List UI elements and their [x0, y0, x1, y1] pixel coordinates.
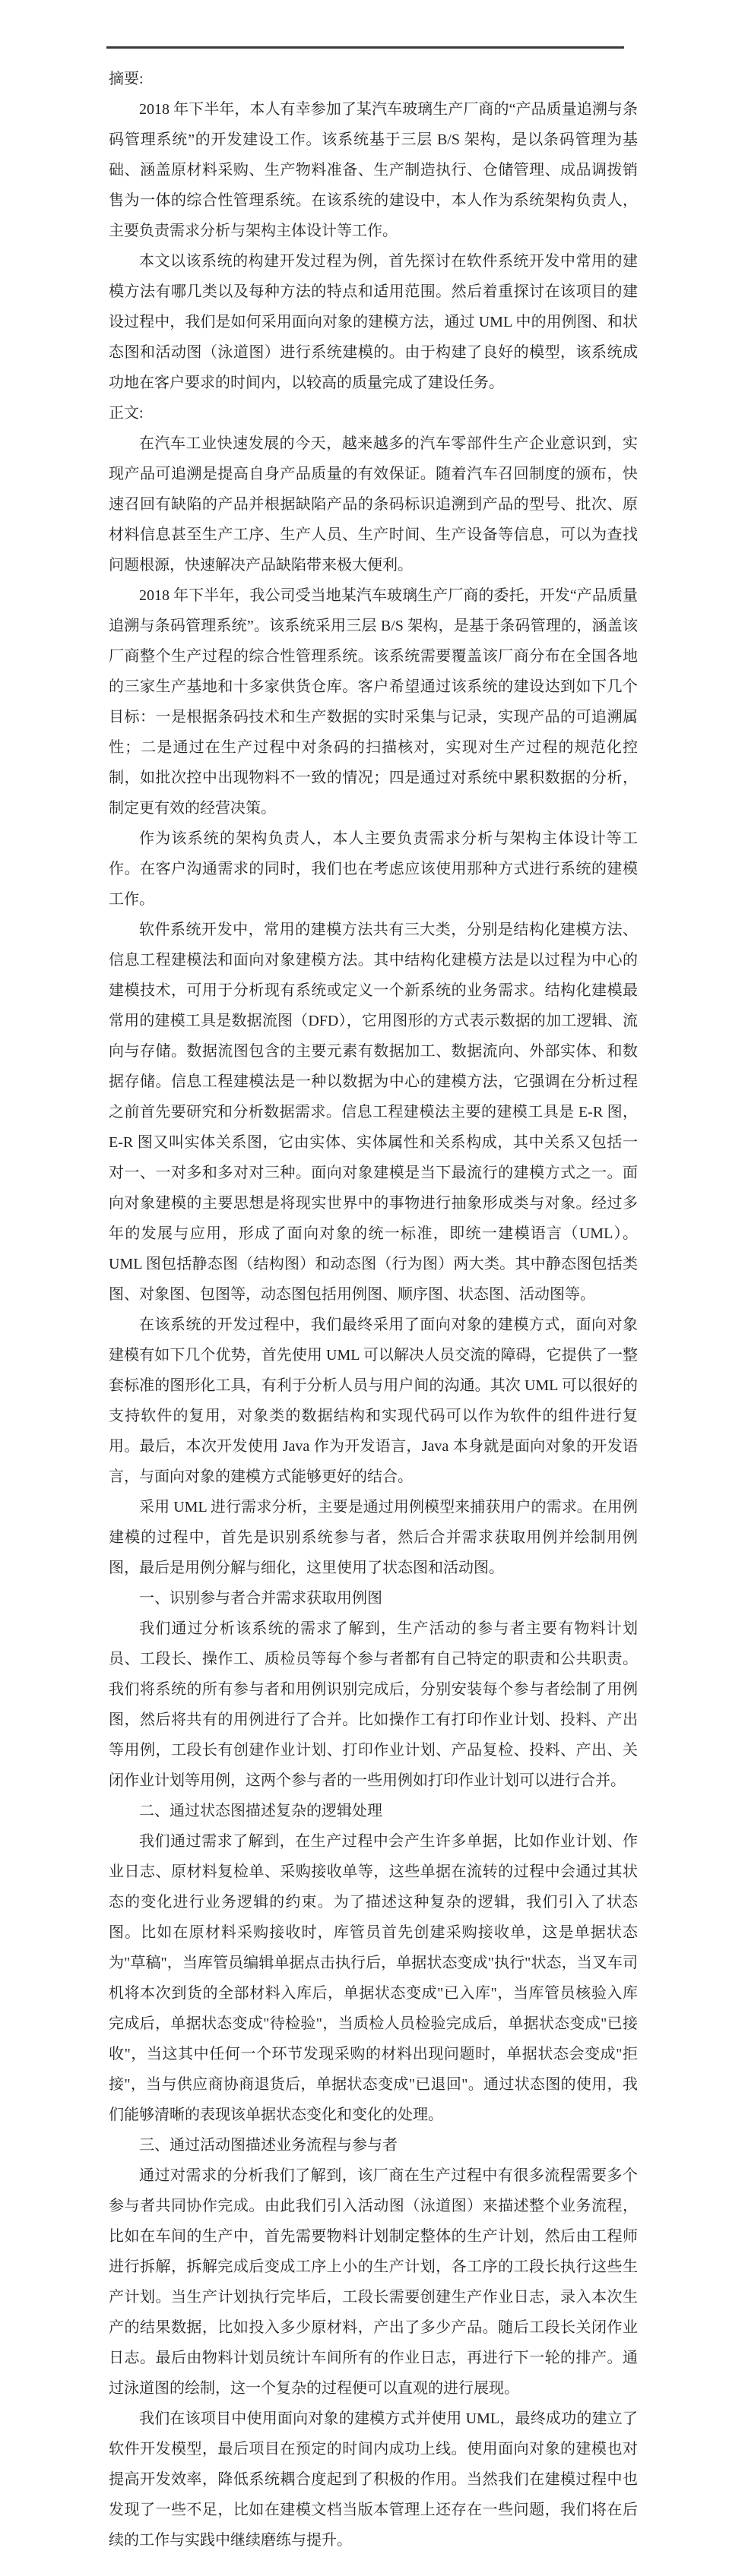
paragraph: 作为该系统的架构负责人，本人主要负责需求分析与架构主体设计等工作。在客户沟通需求的同时，我们也在考虑应该使用那种方式进行系统的建模工作。	[109, 830, 638, 908]
paragraph: 在汽车工业快速发展的今天，越来越多的汽车零部件生产企业意识到，实现产品可追溯是提高自身产品质量的有效保证。随着汽车召回制度的颁布，快速召回有缺陷的产品并根据缺陷产品的条码标识追溯到产品的型号、批次、原材料信息甚至生产工序、生产人员、生产时间、生产设备等信息，可以为查找问题根源，快速解决产品缺陷带来极大便利。	[109, 435, 638, 574]
numbered-heading: 三、通过活动图描述业务流程与参与者	[139, 2137, 398, 2154]
paragraph: 我们通过需求了解到，在生产过程中会产生许多单据，比如作业计划、作业日志、原材料复检单、采购接收单等，这些单据在流转的过程中会通过其状态的变化进行业务逻辑的约束。为了描述这种复杂的逻辑，我们引入了状态图。比如在原材料采购接收时，库管员首先创建采购接收单，这是单据状态为"草稿"，当库管员编辑单据点击执行后，单据状态变成"执行"状态，当叉车司机将本次到货的全部材料入库后，单据状态变成"已入库"，当库管员核验入库完成后，单据状态变成"待检验"，当质检人员检验完成后，单据状态变成"已接收"，当这其中任何一个环节发现采购的材料出现问题时，单据状态会变成"拒接"，当与供应商协商退货后，单据状态变成"已退回"。通过状态图的使用，我们能够清晰的表现该单据状态变化和变化的处理。	[109, 1833, 638, 2123]
paragraph: 软件系统开发中，常用的建模方法共有三大类，分别是结构化建模方法、信息工程建模法和面向对象建模方法。其中结构化建模方法是以过程为中心的建模技术，可用于分析现有系统或定义一个新系统的业务需求。结构化建模最常用的建模工具是数据流图（DFD），它用图形的方式表示数据的加工逻辑、流向与存储。数据流图包含的主要元素有数据加工、数据流向、外部实体、和数据存储。信息工程建模法是一种以数据为中心的建模方法，它强调在分析过程之前首先要研究和分析数据需求。信息工程建模法主要的建模工具是 E-R 图，E-R 图又叫实体关系图，它由实体、实体属性和关系构成，其中关系又包括一对一、一对多和多对对三种。面向对象建模是当下最流行的建模方式之一。面向对象建模的主要思想是将现实世界中的事物进行抽象形成类与对象。经过多年的发展与应用，形成了面向对象的统一标准，即统一建模语言（UML）。UML 图包括静态图（结构图）和动态图（行为图）两大类。其中静态图包括类图、对象图、包图等，动态图包括用例图、顺序图、状态图、活动图等。	[109, 921, 638, 1303]
paragraph: 我们通过分析该系统的需求了解到，生产活动的参与者主要有物料计划员、工段长、操作工、质检员等每个参与者都有自己特定的职责和公共职责。我们将系统的所有参与者和用例识别完成后，分别安装每个参与者绘制了用例图，然后将共有的用例进行了合并。比如操作工有打印作业计划、投料、产出等用例，工段长有创建作业计划、打印作业计划、产品复检、投料、产出、关闭作业计划等用例，这两个参与者的一些用例如打印作业计划可以进行合并。	[109, 1620, 638, 1789]
paragraph: 2018 年下半年，本人有幸参加了某汽车玻璃生产厂商的“产品质量追溯与条码管理系统”的开发建设工作。该系统基于三层 B/S 架构，是以条码管理为基础、涵盖原材料采购、生产物料准备、生产制造执行、仓储管理、成品调拨销售为一体的综合性管理系统。在该系统的建设中，本人作为系统架构负责人，主要负责需求分析与架构主体设计等工作。	[109, 101, 638, 239]
paragraph: 我们在该项目中使用面向对象的建模方式并使用 UML，最终成功的建立了软件开发模型，最后项目在预定的时间内成功上线。使用面向对象的建模也对提高开发效率，降低系统耦合度起到了积极的作用。当然我们在建模过程中也发现了一些不足，比如在建模文档当版本管理上还存在一些问题，我们将在后续的工作与实践中继续磨练与提升。	[109, 2410, 638, 2549]
paragraph: 通过对需求的分析我们了解到，该厂商在生产过程中有很多流程需要多个参与者共同协作完成。由此我们引入活动图（泳道图）来描述整个业务流程，比如在车间的生产中，首先需要物料计划制定整体的生产计划，然后由工程师进行拆解，拆解完成后变成工序上小的生产计划，各工序的工段长执行这些生产计划。当生产计划执行完毕后，工段长需要创建生产作业日志，录入本次生产的结果数据，比如投入多少原材料，产出了多少产品。随后工段长关闭作业日志。最后由物料计划员统计车间所有的作业日志，再进行下一轮的排产。通过泳道图的绘制，这一个复杂的过程便可以直观的进行展现。	[109, 2167, 638, 2397]
document-body	[109, 64, 638, 2555]
header-rule	[106, 46, 624, 49]
section-label: 正文:	[109, 405, 144, 422]
section-label: 摘要:	[109, 71, 144, 87]
paragraph: 采用 UML 进行需求分析，主要是通过用例模型来捕获用户的需求。在用例建模的过程中，首先是识别系统参与者，然后合并需求获取用例并绘制用例图，最后是用例分解与细化，这里使用了状态图和活动图。	[109, 1499, 638, 1576]
numbered-heading: 一、识别参与者合并需求获取用例图	[139, 1590, 382, 1607]
paragraph: 本文以该系统的构建开发过程为例，首先探讨在软件系统开发中常用的建模方法有哪几类以及每种方法的特点和适用范围。然后着重探讨在该项目的建设过程中，我们是如何采用面向对象的建模方法，通过 UML 中的用例图、和状态图和活动图（泳道图）进行系统建模的。由于构建了良好的模型，该系统成功地在客户要求的时间内，以较高的质量完成了建设任务。	[109, 253, 638, 391]
paragraph: 在该系统的开发过程中，我们最终采用了面向对象的建模方式，面向对象建模有如下几个优势，首先使用 UML 可以解决人员交流的障碍，它提供了一整套标准的图形化工具，有利于分析人员与用户间的沟通。其次 UML 可以很好的支持软件的复用，对象类的数据结构和实现代码可以作为软件的组件进行复用。最后，本次开发使用 Java 作为开发语言，Java 本身就是面向对象的开发语言，与面向对象的建模方式能够更好的结合。	[109, 1316, 638, 1485]
paragraph: 2018 年下半年，我公司受当地某汽车玻璃生产厂商的委托，开发“产品质量追溯与条码管理系统”。该系统采用三层 B/S 架构，是基于条码管理的，涵盖该厂商整个生产过程的综合性管理系统。该系统需要覆盖该厂商分布在全国各地的三家生产基地和十多家供货仓库。客户希望通过该系统的建设达到如下几个目标：一是根据条码技术和生产数据的实时采集与记录，实现产品的可追溯属性；二是通过在生产过程中对条码的扫描核对，实现对生产过程的规范化控制，如批次控中出现物料不一致的情况；四是通过对系统中累积数据的分析，制定更有效的经营决策。	[109, 587, 638, 817]
numbered-heading: 二、通过状态图描述复杂的逻辑处理	[139, 1803, 382, 1819]
